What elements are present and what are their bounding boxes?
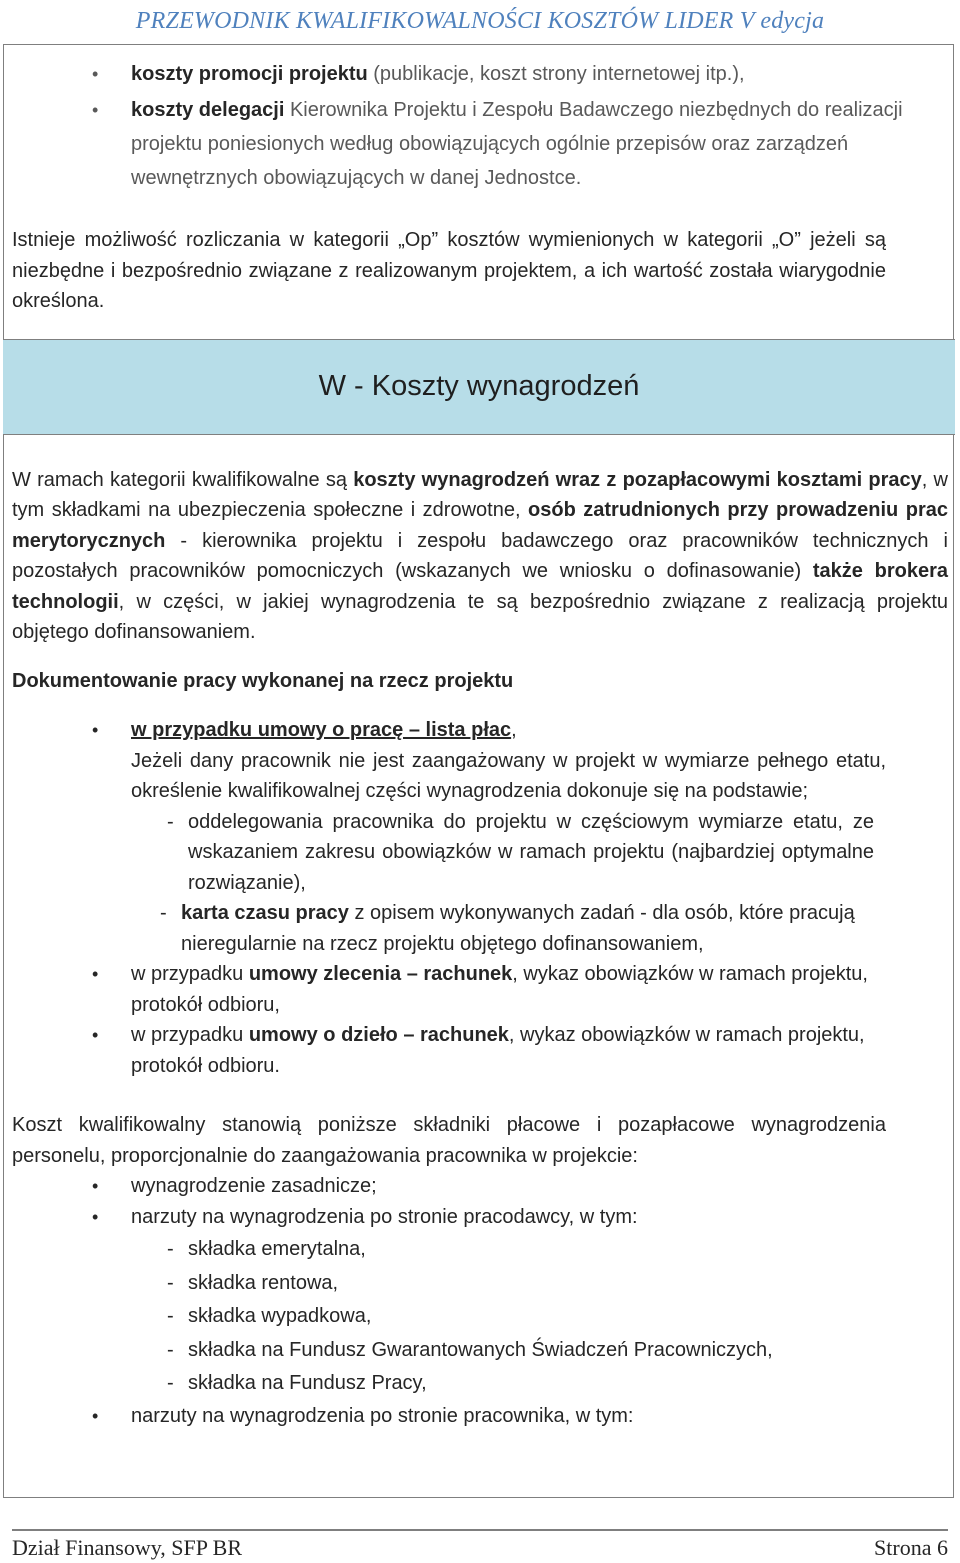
- paragraph-op: Istnieje możliwość rozliczania w kategorii „Op” kosztów wymienionych w kategorii „O” jeżeli są niezbędne i bezpośrednio związane z realizowanym projektem, a ich wartość została wiarygodnie określona.: [12, 229, 886, 312]
- cost-list: [12, 58, 948, 195]
- contributions-list: [12, 1233, 948, 1401]
- para-text: - kierownika projektu i zespołu badawczego oraz pracowników technicznych i pozostałych pracowników pomocniczych (wskazanych we wniosku o dofinasowanie): [12, 529, 948, 582]
- bold-term: umowy o dzieło: [248, 1024, 398, 1046]
- underlined-term: w przypadku umowy o pracę – lista płac: [131, 719, 512, 741]
- list-item: [12, 1020, 948, 1081]
- bold-term: – rachunek: [406, 963, 513, 985]
- paragraph-w: [12, 465, 948, 648]
- list-item: [12, 58, 948, 90]
- list-item-text: ,: [511, 719, 517, 741]
- bold-term: [131, 719, 511, 741]
- sub-list-item: [12, 1233, 948, 1267]
- section-banner: [3, 339, 955, 435]
- page-footer: [12, 1529, 948, 1563]
- list-item-text: , wykaz obowiązków w ramach projektu, protokół odbioru.: [131, 1024, 865, 1077]
- para-text: W ramach kategorii kwalifikowalne są: [12, 468, 354, 491]
- documentation-list-cont: [12, 959, 948, 1081]
- para-text: , w tym składkami na ubezpieczenia społeczne i zdrowotne,: [12, 468, 948, 521]
- sub-list-item: [12, 1334, 948, 1368]
- list-item-text: w przypadku: [131, 1024, 249, 1046]
- section-title: W - Koszty wynagrodzeń: [318, 370, 640, 403]
- list-item: • narzuty na wynagrodzenia po stronie pracodawcy, w tym:: [12, 1202, 948, 1233]
- list-item: • wynagrodzenie zasadnicze;: [12, 1171, 948, 1202]
- sub-item-text: z opisem wykonywanych zadań - dla osób, które pracują nieregularnie na rzecz projektu objętego dofinansowaniem,: [181, 902, 855, 955]
- sub-item-text: składka rentowa,: [188, 1271, 339, 1294]
- bold-term: umowy zlecenia: [248, 963, 402, 985]
- documentation-list: [12, 715, 948, 807]
- list-item: [12, 715, 948, 807]
- section-heading: [12, 666, 948, 697]
- bold-term: karta czasu pracy: [181, 902, 349, 924]
- list-item-text: w przypadku: [131, 963, 249, 985]
- list-item: [12, 959, 948, 1020]
- components-list: [12, 1171, 948, 1232]
- paragraph-components: Koszt kwalifikowalny stanowią poniższe składniki płacowe i pozapłacowe wynagrodzenia personelu, proporcjonalnie do zaangażowania pracownika w projekcie:: [12, 1114, 886, 1167]
- header-title: PRZEWODNIK KWALIFIKOWALNOŚCI KOSZTÓW LIDER V edycja: [135, 8, 825, 34]
- components-list-cont: [12, 1401, 948, 1432]
- dash-marker: -: [167, 810, 174, 833]
- list-item: [12, 93, 948, 195]
- sub-list-item: [12, 1367, 948, 1401]
- para-bold: także brokera technologii: [12, 560, 948, 613]
- dash-marker: -: [167, 1271, 174, 1294]
- list-item-description: Jeżeli dany pracownik nie jest zaangażowany w projekt w wymiarze pełnego etatu, określenie kwalifikowalnej części wynagrodzenia dokonuje się na podstawie;: [131, 749, 886, 802]
- sub-item-text: składka emerytalna,: [188, 1238, 366, 1260]
- page-header: [0, 0, 960, 44]
- footer-department: Dział Finansowy, SFP BR: [12, 1535, 243, 1560]
- list-item-text: (publikacje, koszt strony internetowej itp.),: [367, 63, 745, 85]
- sub-list-item: [12, 1267, 948, 1301]
- sub-item-text: składka wypadkowa,: [188, 1305, 372, 1327]
- para-bold: koszty wynagrodzeń wraz z pozapłacowymi kosztami pracy: [353, 468, 922, 491]
- document-body: [12, 58, 948, 1431]
- sub-item-text: składka na Fundusz Gwarantowanych Świadczeń Pracowniczych,: [188, 1338, 773, 1361]
- list-item-text: Kierownika Projektu i Zespołu Badawczego niezbędnych do realizacji projektu poniesionych według obowiązujących ogólnie przepisów oraz zarządzeń wewnętrznych obowiązujących w danej Jednostce.: [131, 99, 903, 189]
- sub-list-item: [12, 898, 948, 959]
- para-bold: osób zatrudnionych przy prowadzeniu prac merytorycznych: [12, 499, 949, 552]
- para-text: , w części, w jakiej wynagrodzenia te są bezpośrednio związane z realizacją projektu objętego dofinansowaniem.: [12, 590, 948, 643]
- dash-marker: -: [167, 1372, 174, 1394]
- dash-marker: -: [160, 902, 167, 924]
- dash-marker: -: [167, 1305, 174, 1327]
- bold-term: – rachunek: [403, 1024, 509, 1046]
- sub-item-text: oddelegowania pracownika do projektu w częściowym wymiarze etatu, ze wskazaniem zakresu obowiązków w ramach projektu (najbardziej optymalne rozwiązanie),: [188, 810, 874, 894]
- heading-text: Dokumentowanie pracy wykonanej na rzecz projektu: [12, 669, 514, 692]
- sub-list-item: [12, 1300, 948, 1334]
- dash-marker: -: [167, 1338, 174, 1361]
- bold-term: koszty delegacji: [131, 99, 285, 121]
- sub-item-text: składka na Fundusz Pracy,: [188, 1372, 427, 1394]
- list-item: • narzuty na wynagrodzenia po stronie pracownika, w tym:: [12, 1401, 948, 1432]
- sub-list-item: [12, 807, 948, 899]
- list-item-text: , wykaz obowiązków w ramach projektu, protokół odbioru,: [131, 963, 868, 1016]
- page-number: Strona 6: [874, 1535, 948, 1560]
- bold-term: koszty promocji projektu: [131, 63, 368, 85]
- dash-marker: -: [167, 1238, 174, 1260]
